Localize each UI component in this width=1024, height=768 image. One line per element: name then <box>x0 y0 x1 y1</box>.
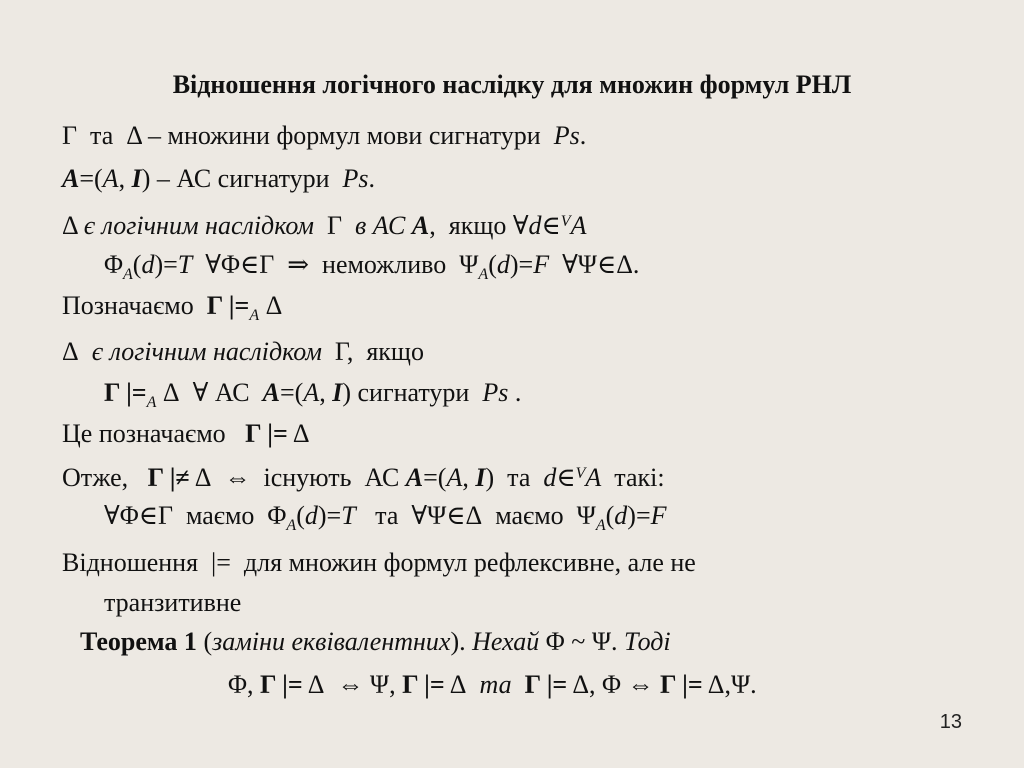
text-line-5: Позначаємо Γ $|=_A$ Δ <box>62 291 283 324</box>
theorem-formula: Φ, Γ |= Δ ⇔ Ψ, Γ |= Δ та Γ |= Δ, Φ ⇔ Γ |= Δ,Ψ. <box>228 670 757 699</box>
text-line-6: Δ є логічним наслідком Γ, якщо <box>62 337 424 366</box>
text-line-10: ∀Φ∈Γ маємо $\Phi_A(d)=T$ та ∀Ψ∈Δ маємо $\Psi_A(d)=F$ <box>104 501 667 534</box>
theorem-line: Теорема 1 (заміни еквівалентних). Нехай Φ ~ Ψ. Тоді <box>80 627 671 656</box>
text-line-7: Γ $|=_A$ Δ ∀ АС A=(A, I) сигнатури Ps . <box>104 378 522 411</box>
page-number: 13 <box>939 711 962 733</box>
text-line-8: Це позначаємо Γ |= Δ <box>62 419 310 448</box>
text-line-2: A=(A, I) – АС сигнатури Ps. <box>62 164 376 193</box>
text-line-4: $\Phi_A(d)=T$ ∀Φ∈Γ ⇒ неможливо $\Psi_A(d)=F$ ∀Ψ∈Δ. <box>104 250 640 283</box>
text-line-11: Відношення |= для множин формул рефлексивне, але не <box>62 548 696 577</box>
text-line-3: Δ є логічним наслідком Γ в АС A, якщо ∀d∈$^V$A <box>62 211 587 240</box>
text-line-9: Отже, Γ |≠ Δ ⇔ існують АС A=(A, I) та d∈$^V$A такі: <box>62 463 665 492</box>
text-line-12: транзитивне <box>104 588 242 617</box>
text-line-1: Γ та Δ – множини формул мови сигнатури Ps. <box>62 121 587 150</box>
slide-title: Відношення логічного наслідку для множин формул РНЛ <box>172 70 852 99</box>
